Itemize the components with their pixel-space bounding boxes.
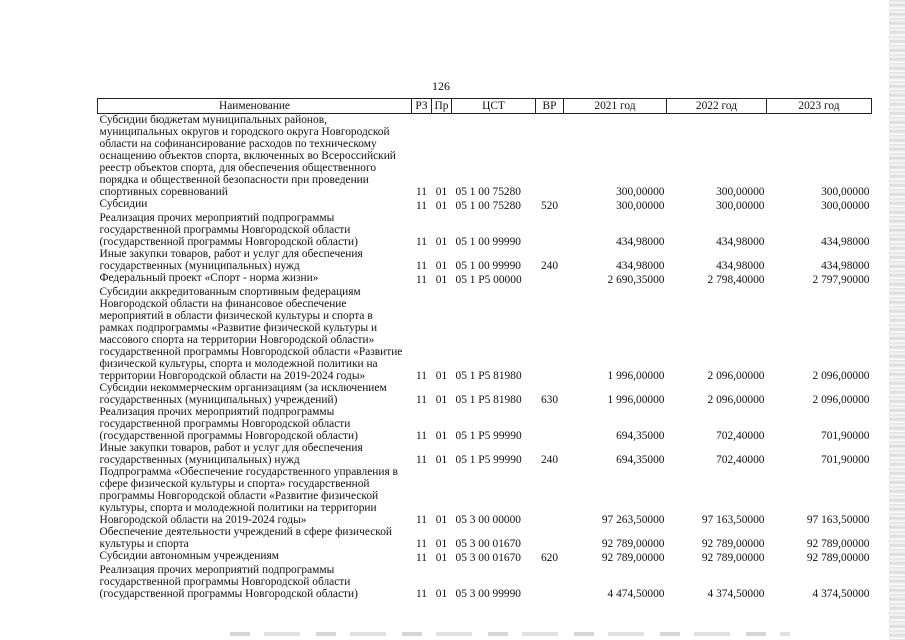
row-pr: 01 [435, 588, 448, 600]
scan-edge [889, 0, 905, 640]
table-row [98, 526, 872, 550]
row-cst: 05 1 P5 99990 [455, 454, 522, 466]
row-rz: 11 [416, 260, 427, 272]
row-2022: 702,40000 [716, 430, 765, 442]
row-2022: 434,98000 [716, 236, 765, 248]
row-name: Иные закупки товаров, работ и услуг для обеспечения государственных (муниципальных) нужд [99, 442, 363, 466]
row-cst: 05 1 00 99990 [455, 236, 521, 248]
row-vr: 240 [540, 454, 559, 466]
row-2023: 434,98000 [821, 236, 870, 248]
row-2021: 694,35000 [616, 454, 665, 466]
row-rz: 11 [416, 274, 427, 286]
row-vr [536, 466, 564, 526]
row-cst: 05 1 00 75280 [455, 186, 521, 198]
row-rz: 11 [416, 236, 427, 248]
table-row [98, 286, 872, 382]
row-pr: 01 [435, 186, 448, 198]
row-2022: 2 096,00000 [707, 394, 765, 406]
row-name: Федеральный проект «Спорт - норма жизни» [99, 272, 319, 284]
row-2021: 4 474,50000 [607, 588, 665, 600]
table-row [98, 564, 872, 600]
row-cst: 05 3 00 01670 [455, 552, 521, 564]
row-pr: 01 [435, 552, 448, 564]
header-rz: РЗ [412, 99, 432, 114]
row-name: Субсидии автономным учреждениям [99, 550, 279, 562]
row-2023: 2 096,00000 [812, 370, 870, 382]
row-2022: 2 096,00000 [707, 370, 765, 382]
row-cst: 05 1 P5 81980 [455, 370, 522, 382]
row-2021: 2 690,35000 [607, 274, 665, 286]
row-vr: 240 [540, 260, 559, 272]
row-name: Субсидии аккредитованным спортивным федерациям Новгородской области на финансовое обеспечение мероприятий в области физической культуры и спорта в рамках подпрограммы «Развитие физической культуры и массового спорта на территории Новгородской области» государственной программы Новгородской области «Развитие физической культуры, спорта и молодежной политики на территории Новгородской области на 2019-2024 годы» [99, 286, 403, 382]
table-row [98, 248, 872, 272]
table-row [98, 114, 872, 199]
header-2021: 2021 год [564, 99, 667, 114]
row-rz: 11 [416, 370, 427, 382]
row-vr: 520 [540, 200, 559, 212]
row-2021: 1 996,00000 [607, 394, 665, 406]
row-vr [536, 406, 564, 442]
row-name: Реализация прочих мероприятий подпрограммы государственной программы Новгородской области (государственной программы Новгородской области) [99, 212, 358, 248]
row-rz: 11 [416, 200, 427, 212]
row-pr: 01 [435, 370, 448, 382]
header-name: Наименование [98, 99, 412, 114]
row-2021: 434,98000 [616, 236, 665, 248]
row-name: Субсидии [99, 198, 148, 210]
row-vr [536, 564, 564, 600]
row-cst: 05 3 00 99990 [455, 588, 521, 600]
row-2023: 2 797,90000 [812, 274, 870, 286]
row-rz: 11 [416, 538, 427, 550]
row-name: Реализация прочих мероприятий подпрограммы государственной программы Новгородской области (государственной программы Новгородской области) [99, 406, 358, 442]
row-name: Обеспечение деятельности учреждений в сфере физической культуры и спорта [99, 526, 392, 550]
row-pr: 01 [435, 274, 448, 286]
table-row [98, 198, 872, 212]
row-name: Субсидии некоммерческим организациям (за исключением государственных (муниципальных) учреждений) [99, 382, 387, 406]
row-name: Подпрограмма «Обеспечение государственного управления в сфере физической культуры и спорта» государственной программы Новгородской области «Развитие физической культуры, спорта и молодежной политики на территории Новгородской области на 2019-2024 годы» [99, 466, 398, 526]
row-2021: 1 996,00000 [607, 370, 665, 382]
row-pr: 01 [435, 538, 448, 550]
page-number: 126 [432, 79, 450, 93]
row-2023: 701,90000 [821, 430, 870, 442]
table-row [98, 272, 872, 286]
row-2022: 434,98000 [716, 260, 765, 272]
row-cst: 05 1 P5 00000 [455, 274, 522, 286]
row-2022: 300,00000 [716, 200, 765, 212]
row-2022: 300,00000 [716, 186, 765, 198]
row-name: Реализация прочих мероприятий подпрограммы государственной программы Новгородской области (государственной программы Новгородской области) [99, 564, 358, 600]
row-vr [536, 526, 564, 550]
row-2022: 92 789,00000 [701, 538, 765, 550]
header-2023: 2023 год [767, 99, 872, 114]
row-pr: 01 [435, 454, 448, 466]
row-pr: 01 [435, 200, 448, 212]
row-2022: 97 163,50000 [701, 514, 765, 526]
row-vr [536, 286, 564, 382]
row-cst: 05 1 00 75280 [455, 200, 521, 212]
row-name: Иные закупки товаров, работ и услуг для обеспечения государственных (муниципальных) нужд [99, 248, 363, 272]
row-2023: 92 789,00000 [806, 552, 870, 564]
header-vr: ВР [536, 99, 564, 114]
row-2023: 92 789,00000 [806, 538, 870, 550]
row-name: Субсидии бюджетам муниципальных районов, муниципальных округов и городского округа Новгородской области на софинансирование расходов по техническому оснащению объектов спорта, включенных во Всероссийский реестр объектов спорта, для обеспечения общественного порядка и общественной безопасности при проведении спортивных соревнований [99, 114, 396, 198]
row-2023: 4 374,50000 [812, 588, 870, 600]
row-vr [536, 114, 564, 199]
table-row [98, 382, 872, 406]
row-2022: 92 789,00000 [701, 552, 765, 564]
row-2022: 4 374,50000 [707, 588, 765, 600]
row-2021: 300,00000 [616, 186, 665, 198]
table-row [98, 212, 872, 248]
table-row [98, 406, 872, 442]
scan-noise [230, 632, 790, 636]
row-rz: 11 [416, 186, 427, 198]
row-rz: 11 [416, 394, 427, 406]
row-2023: 434,98000 [821, 260, 870, 272]
row-vr [536, 212, 564, 248]
budget-table [97, 98, 872, 600]
header-cst: ЦСТ [452, 99, 536, 114]
row-pr: 01 [435, 514, 448, 526]
row-pr: 01 [435, 260, 448, 272]
row-pr: 01 [435, 430, 448, 442]
row-2023: 300,00000 [821, 200, 870, 212]
row-rz: 11 [416, 430, 427, 442]
row-cst: 05 3 00 00000 [455, 514, 521, 526]
row-rz: 11 [416, 454, 427, 466]
row-2023: 2 096,00000 [812, 394, 870, 406]
table-row [98, 466, 872, 526]
row-rz: 11 [416, 552, 427, 564]
table-row [98, 442, 872, 466]
row-2022: 2 798,40000 [707, 274, 765, 286]
row-2023: 701,90000 [821, 454, 870, 466]
row-cst: 05 1 P5 81980 [455, 394, 522, 406]
row-2021: 300,00000 [616, 200, 665, 212]
table-header-row [98, 99, 872, 114]
row-rz: 11 [416, 514, 427, 526]
row-vr: 620 [540, 552, 559, 564]
row-2021: 434,98000 [616, 260, 665, 272]
table-row [98, 550, 872, 564]
row-2021: 694,35000 [616, 430, 665, 442]
row-2023: 300,00000 [821, 186, 870, 198]
row-pr: 01 [435, 394, 448, 406]
row-2022: 702,40000 [716, 454, 765, 466]
row-cst: 05 1 00 99990 [455, 260, 521, 272]
row-vr [536, 272, 564, 286]
row-2021: 92 789,00000 [601, 538, 665, 550]
row-rz: 11 [416, 588, 427, 600]
row-2021: 92 789,00000 [601, 552, 665, 564]
header-2022: 2022 год [667, 99, 767, 114]
row-vr: 630 [540, 394, 559, 406]
row-cst: 05 3 00 01670 [455, 538, 521, 550]
row-pr: 01 [435, 236, 448, 248]
header-pr: Пр [432, 99, 452, 114]
row-2021: 97 263,50000 [601, 514, 665, 526]
row-2023: 97 163,50000 [806, 514, 870, 526]
row-cst: 05 1 P5 99990 [455, 430, 522, 442]
